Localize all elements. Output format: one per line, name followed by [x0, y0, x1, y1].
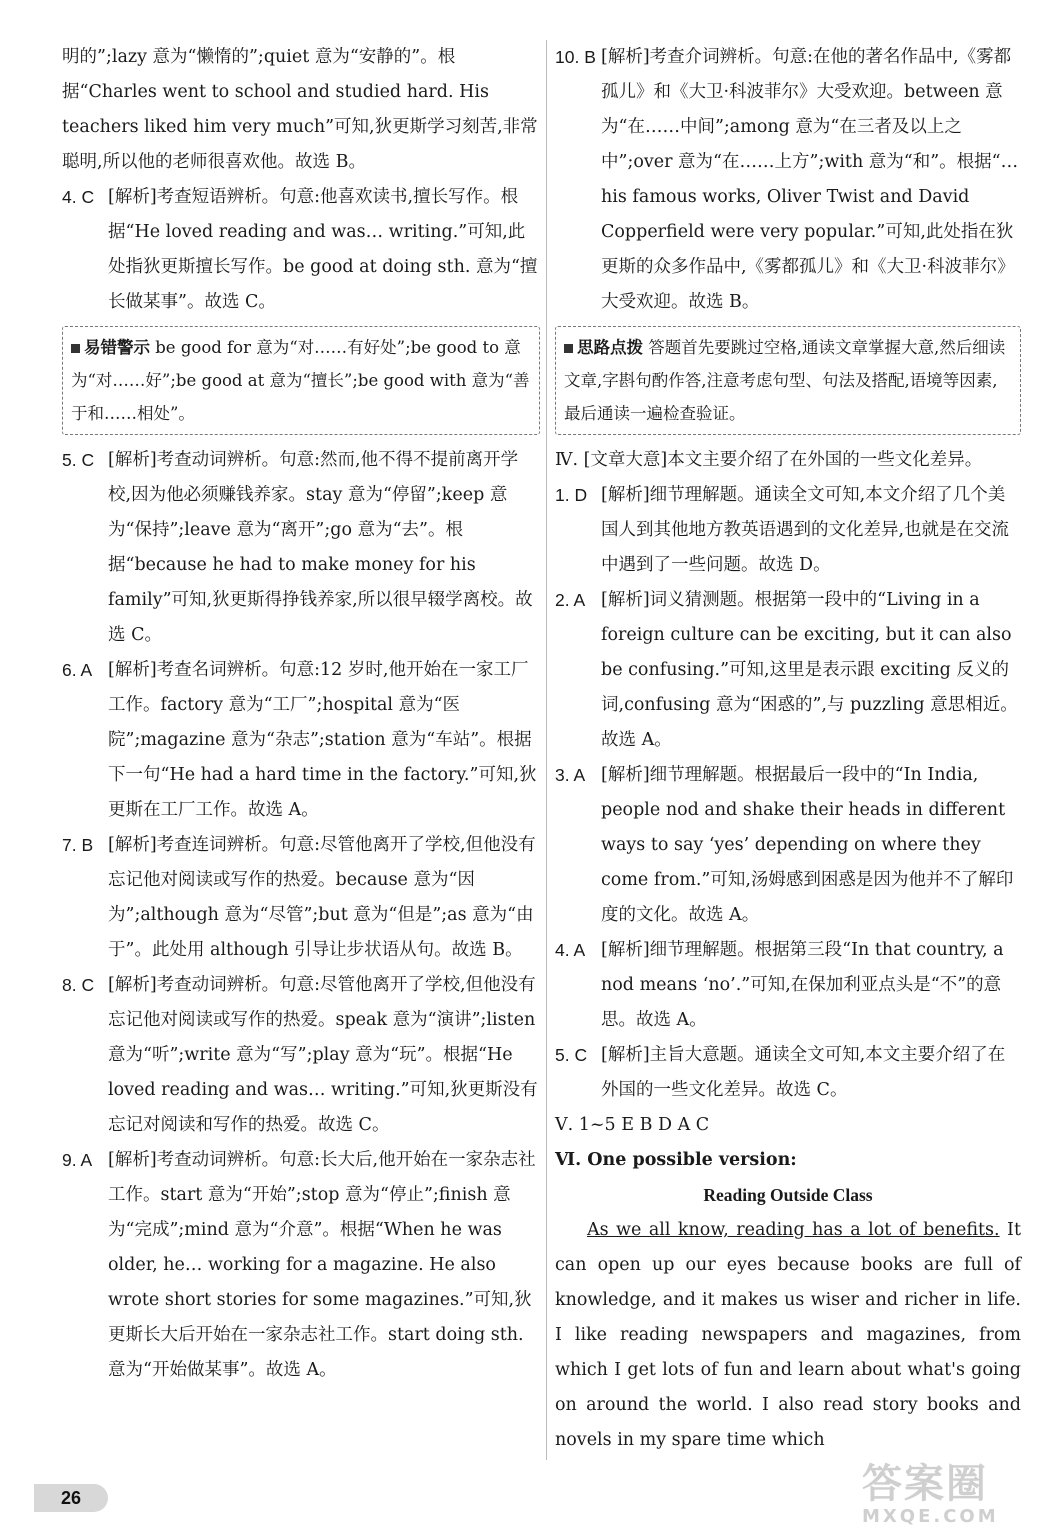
answer-item-6 — [62, 653, 540, 828]
answer-explanation: [解析]考查短语辨析。句意:他喜欢读书,擅长写作。根据“He loved reading and was… writing.”可知,此处指狄更斯擅长写作。be good at doing sth. 意为“擅长做某事”。故选 C。 — [108, 187, 538, 312]
note-label: 易错警示 — [84, 338, 150, 357]
answer-explanation: [解析]考查动词辨析。句意:尽管他离开了学校,但他没有忘记他对阅读或写作的热爱。speak 意为“演讲”;listen 意为“听”;write 意为“写”;play 意为“玩”。根据“He loved reading and was… writing.”可知,狄更斯没有忘记对阅读和写作的热爱。故选 C。 — [108, 975, 538, 1135]
answer-item-r4 — [555, 933, 1021, 1038]
watermark-logo — [862, 1462, 1032, 1532]
answer-number: 10. B — [555, 47, 596, 67]
approach-tip-note — [555, 326, 1021, 435]
note-square-icon — [564, 344, 573, 353]
error-warning-note — [62, 326, 540, 435]
answer-item-7 — [62, 828, 540, 968]
answer-number: 1. D — [555, 485, 588, 505]
answer-item-9 — [62, 1143, 540, 1388]
answer-number: 4. A — [555, 940, 586, 960]
answer-number: 3. A — [555, 765, 586, 785]
note-label: 思路点拨 — [577, 338, 643, 357]
page-number: 26 — [34, 1484, 108, 1512]
answer-number: 6. A — [62, 660, 93, 680]
answer-explanation: [解析]考查名词辨析。句意:12 岁时,他开始在一家工厂工作。factory 意为“工厂”;hospital 意为“医院”;magazine 意为“杂志”;station 意为“车站”。根据下一句“He had a hard time in the factory.”可知,狄更斯在工厂工作。故选 A。 — [108, 660, 537, 820]
answer-number: 4. C — [62, 187, 95, 207]
watermark-line-2: MXQE.COM — [862, 1506, 999, 1527]
answer-number: 9. A — [62, 1150, 93, 1170]
answer-explanation: [解析]主旨大意题。通读全文可知,本文主要介绍了在外国的一些文化差异。故选 C。 — [601, 1045, 1006, 1100]
answer-item-r3 — [555, 758, 1021, 933]
note-square-icon — [71, 344, 80, 353]
answer-item-5 — [62, 443, 540, 653]
essay-body — [555, 1213, 1021, 1458]
answer-item-r5 — [555, 1038, 1021, 1108]
column-divider — [546, 40, 547, 1460]
essay-title: Reading Outside Class — [703, 1185, 873, 1205]
answer-explanation: [解析]词义猜测题。根据第一段中的“Living in a foreign culture can be exciting, but it can also be confusing.”可知,这里是表示跟 exciting 反义的词,confusing 意为“困惑的”,与 puzzling 意思相近。故选 A。 — [601, 590, 1018, 750]
answer-item-10 — [555, 40, 1021, 320]
answer-item-r2 — [555, 583, 1021, 758]
left-column — [62, 40, 540, 1388]
answer-item-8 — [62, 968, 540, 1143]
answer-explanation: [解析]细节理解题。根据最后一段中的“In India, people nod and shake their heads in different ways to say ‘yes’ depending on where they come from.”可知,汤姆感到困惑是因为他并不了解印度的文化。故选 A。 — [601, 765, 1014, 925]
answer-explanation: [解析]考查动词辨析。句意:长大后,他开始在一家杂志社工作。start 意为“开始”;stop 意为“停止”;finish 意为“完成”;mind 意为“介意”。根据“When he was older, he… working for a magazine. He also wrote short stories for some magazines.”可知,狄更斯长大后开始在一家杂志社工作。start doing sth. 意为“开始做某事”。故选 A。 — [108, 1150, 536, 1380]
watermark-line-1: 答案圈 — [862, 1461, 988, 1507]
section-5-answers: Ⅴ. 1~5 E B D A C — [555, 1115, 710, 1135]
answer-item-r1 — [555, 478, 1021, 583]
note-text: be good for 意为“对……有好处”;be good to 意为“对……好”;be good at 意为“擅长”;be good with 意为“善于和……相处”。 — [71, 338, 530, 423]
answer-number: 8. C — [62, 975, 95, 995]
section-4-summary: Ⅳ. [文章大意]本文主要介绍了在外国的一些文化差异。 — [555, 450, 983, 470]
answer-number: 5. C — [62, 450, 95, 470]
answer-item-4 — [62, 180, 540, 320]
section-6-heading: Ⅵ. One possible version: — [555, 1150, 797, 1170]
answer-explanation: [解析]细节理解题。通读全文可知,本文介绍了几个美国人到其他地方教英语遇到的文化差异,也就是在交流中遇到了一些问题。故选 D。 — [601, 485, 1010, 575]
right-column — [555, 40, 1021, 1458]
answer-number: 2. A — [555, 590, 586, 610]
answer-number: 5. C — [555, 1045, 588, 1065]
note-text: 答题首先要跳过空格,通读文章掌握大意,然后细读文章,字斟句酌作答,注意考虑句型、句法及搭配,语境等因素,最后通读一遍检查验证。 — [564, 338, 1006, 423]
answer-explanation: [解析]考查动词辨析。句意:然而,他不得不提前离开学校,因为他必须赚钱养家。stay 意为“停留”;keep 意为“保持”;leave 意为“离开”;go 意为“去”。根据“because he had to make money for his family”可知,狄更斯得挣钱养家,所以很早辍学离校。故选 C。 — [108, 450, 533, 645]
essay-topic-sentence: As we all know, reading has a lot of benefits. — [587, 1220, 1000, 1240]
essay-continuation: It can open up our eyes because books are full of knowledge, and it makes us wiser and richer in life. I like reading newspapers and magazines, from which I get lots of fun and learn about what's going on around the world. I also read story books and novels in my spare time which — [555, 1220, 1021, 1450]
answer-explanation: [解析]考查连词辨析。句意:尽管他离开了学校,但他没有忘记他对阅读或写作的热爱。because 意为“因为”;although 意为“尽管”;but 意为“但是”;as 意为“由于”。此处用 although 引导让步状语从句。故选 B。 — [108, 835, 536, 960]
answer-explanation: [解析]细节理解题。根据第三段“In that country, a nod means ‘no’.”可知,在保加利亚点头是“不”的意思。故选 A。 — [601, 940, 1004, 1030]
continued-answer-3: 明的”;lazy 意为“懒惰的”;quiet 意为“安静的”。根据“Charles went to school and studied hard. His teachers liked him very much”可知,狄更斯学习刻苦,非常聪明,所以他的老师很喜欢他。故选 B。 — [62, 47, 538, 172]
answer-number: 7. B — [62, 835, 94, 855]
answer-explanation: [解析]考查介词辨析。句意:在他的著名作品中,《雾都孤儿》和《大卫·科波菲尔》大受欢迎。between 意为“在……中间”;among 意为“在三者及以上之中”;over 意为“在……上方”;with 意为“和”。根据“… his famous works, Oliver Twist and David Copperfield were very popular.”可知,此处指在狄更斯的众多作品中,《雾都孤儿》和《大卫·科波菲尔》大受欢迎。故选 B。 — [601, 47, 1019, 312]
